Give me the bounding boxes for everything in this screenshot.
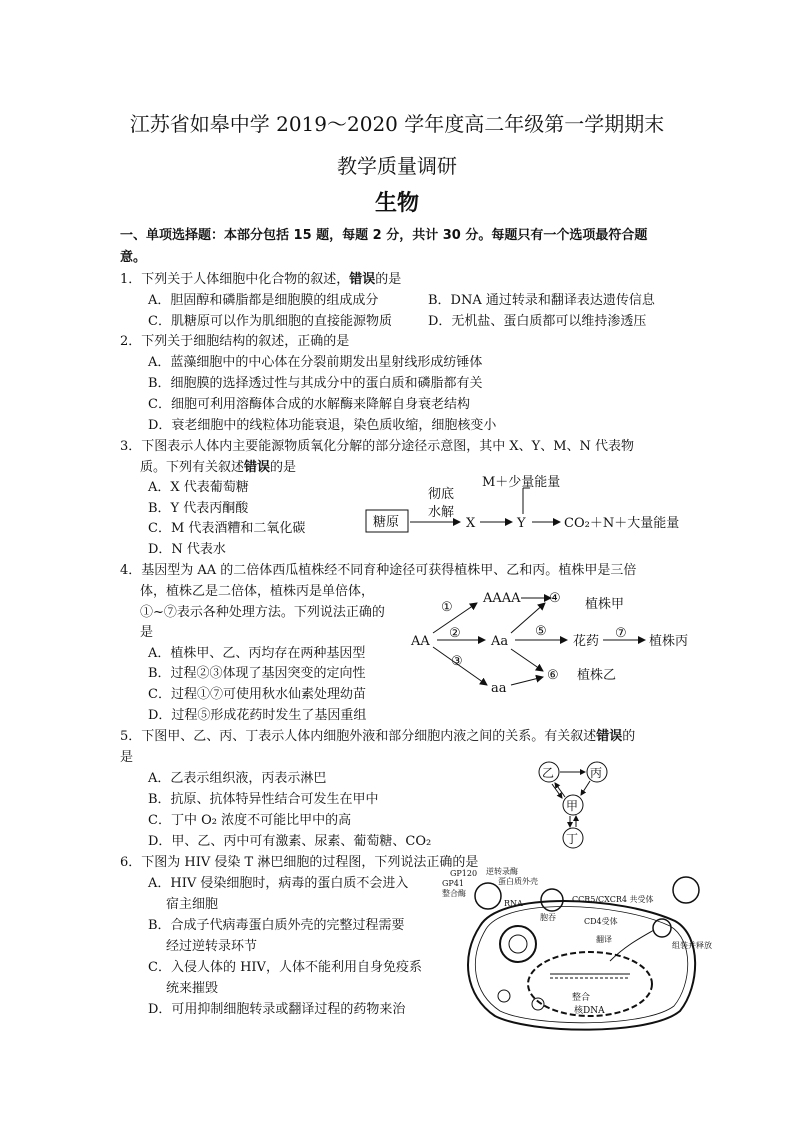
q3-arrow-label-2: 水解	[428, 505, 455, 520]
q5-stem-line2: 是	[120, 750, 134, 765]
q6-stem: 6．下图为 HIV 侵染 T 淋巴细胞的过程图，下列说法正确的是	[120, 855, 479, 870]
q2-option-c[interactable]: C．细胞可利用溶酶体合成的水解酶来降解自身衰老结构	[148, 397, 470, 412]
q6-label-cd4: CD4受体	[584, 917, 618, 926]
q6-hiv-diagram	[440, 866, 730, 1038]
q4-option-b[interactable]: B．过程②③体现了基因突变的定向性	[148, 666, 366, 681]
q6-label-translation: 翻译	[596, 935, 612, 944]
q6-option-d[interactable]: D．可用抑制细胞转录或翻译过程的药物来治	[148, 1002, 406, 1017]
section-heading-cont: 意。	[120, 250, 147, 265]
q6-label-rna: RNA	[504, 899, 523, 908]
q1-stem	[120, 268, 401, 287]
q5-option-d[interactable]: D．甲、乙、丙中可有激素、尿素、葡萄糖、CO₂	[148, 834, 432, 849]
q5-option-a[interactable]: A．乙表示组织液，丙表示淋巴	[148, 771, 327, 786]
q4-stem-line2: 体，植株乙是二倍体，植株丙是单倍体，	[140, 584, 375, 599]
q3-node-x: X	[466, 516, 476, 531]
q4-node-recessive: aa	[491, 681, 507, 696]
q5-arrow-bing-jia	[581, 781, 590, 795]
q4-step-7: ⑦	[615, 626, 627, 641]
q3-diagram	[360, 470, 690, 540]
q4-step-4: ④	[549, 591, 561, 606]
subject-title: 生物	[374, 191, 419, 216]
q5-option-c[interactable]: C．丁中 O₂ 浓度不可能比甲中的高	[148, 813, 352, 828]
q3-option-d[interactable]: D．N 代表水	[148, 542, 226, 557]
section-heading: 一、单项选择题：本部分包括 15 题，每题 2 分，共计 30 分。每题只有一个选项最符合题	[120, 228, 648, 243]
q4-step-5: ⑤	[535, 624, 547, 639]
q6-option-c[interactable]: C．入侵人体的 HIV，人体不能利用自身免疫系	[148, 960, 422, 975]
q4-node-pollen: 花药	[573, 634, 600, 649]
q1-stem-end: 的是	[375, 272, 402, 287]
q6-label-gp41: GP41	[442, 879, 464, 888]
q6-label-assembly: 组装并释放	[672, 941, 712, 950]
q3-option-b[interactable]: B．Y 代表丙酮酸	[148, 501, 249, 516]
q1-option-a[interactable]: A．胆固醇和磷脂都是细胞膜的组成成分	[148, 293, 379, 308]
q1-option-d[interactable]: D．无机盐、蛋白质都可以维持渗透压	[428, 314, 647, 329]
q5-stem-emphasis: 错误	[596, 729, 623, 744]
q4-diagram	[405, 585, 705, 700]
q4-arrow-6b	[511, 677, 543, 685]
q6-option-c-cont: 统来摧毁	[166, 981, 219, 996]
q6-option-a[interactable]: A．HIV 侵染细胞时，病毒的蛋白质不会进入	[148, 876, 409, 891]
q3-stem-line2	[140, 456, 296, 475]
q5-label-jia: 甲	[566, 799, 579, 813]
q6-budding-virus	[653, 919, 671, 937]
q4-step-6: ⑥	[547, 668, 559, 683]
q1-stem-emphasis: 错误	[349, 272, 376, 287]
q4-plant-bing: 植株丙	[649, 634, 689, 649]
q6-label-rt: 逆转录酶	[486, 867, 518, 876]
q6-label-integration: 整合	[572, 993, 591, 1003]
q2-option-b[interactable]: B．细胞膜的选择透过性与其成分中的蛋白质和磷脂都有关	[148, 376, 483, 391]
q5-stem-end: 的	[622, 729, 636, 744]
q6-vesicle-2	[498, 990, 510, 1002]
q1-option-b[interactable]: B．DNA 通过转录和翻译表达遗传信息	[428, 293, 655, 308]
paper-title-line2: 教学质量调研	[337, 154, 457, 178]
q6-endosome-core	[509, 935, 527, 953]
q2-stem: 2．下列关于细胞结构的叙述，正确的是	[120, 334, 350, 349]
q4-step-2: ②	[449, 626, 461, 641]
q6-label-capsid: 蛋白质外壳	[498, 877, 538, 886]
q4-node-aa-start: AA	[411, 634, 430, 649]
q3-glycogen-label: 糖原	[373, 515, 400, 530]
q5-option-b[interactable]: B．抗原、抗体特异性结合可发生在甲中	[148, 792, 379, 807]
q6-label-endocytosis: 胞吞	[540, 913, 556, 922]
q6-option-a-cont: 宿主细胞	[166, 897, 219, 912]
q4-arrow-6a	[511, 649, 543, 671]
q6-label-integrase: 整合酶	[442, 889, 466, 898]
q4-plant-yi: 植株乙	[577, 668, 617, 683]
q6-option-b[interactable]: B．合成子代病毒蛋白质外壳的完整过程需要	[148, 918, 405, 933]
q4-plant-jia: 植株甲	[585, 597, 625, 612]
q3-m-output: M＋少量能量	[482, 475, 561, 490]
q4-step-3: ③	[451, 654, 463, 669]
q5-diagram	[535, 758, 625, 850]
q4-step-1: ①	[441, 600, 453, 615]
q3-stem-text: 质。下列有关叙述	[140, 460, 245, 475]
q3-node-y: Y	[517, 516, 526, 531]
q6-virus-2	[541, 889, 563, 911]
q4-stem-line1: 4．基因型为 AA 的二倍体西瓜植株经不同育种途径可获得植株甲、乙和丙。植株甲是三倍	[120, 563, 637, 578]
q3-option-a[interactable]: A．X 代表葡萄糖	[148, 480, 249, 495]
q2-option-d[interactable]: D．衰老细胞中的线粒体功能衰退，染色质收缩，细胞核变小	[148, 418, 497, 433]
q5-label-yi: 乙	[542, 766, 555, 780]
q3-stem-line1: 3．下图表示人体内主要能源物质氧化分解的部分途径示意图，其中 X、Y、M、N 代表物	[120, 439, 635, 454]
q3-final-output: CO₂＋N＋大量能量	[564, 516, 680, 531]
q6-virus-1	[475, 883, 501, 909]
q5-label-bing: 丙	[590, 766, 603, 780]
q4-stem-line3: ①~⑦表示各种处理方法。下列说法正确的	[140, 605, 385, 620]
q3-stem-emphasis: 错误	[244, 460, 271, 475]
q4-node-hetero: Aa	[491, 634, 509, 649]
q6-virus-3	[673, 877, 699, 903]
q5-stem-line1	[120, 725, 635, 744]
q3-stem-end: 的是	[270, 460, 297, 475]
q3-option-c[interactable]: C．M 代表酒糟和二氧化碳	[148, 521, 306, 536]
q6-option-b-cont: 经过逆转录环节	[166, 939, 258, 954]
q6-vesicle-1	[532, 998, 544, 1010]
paper-title-line1: 江苏省如皋中学 2019～2020 学年度高二年级第一学期期末	[129, 112, 665, 136]
q5-stem-text: 5．下图甲、乙、丙、丁表示人体内细胞外液和部分细胞内液之间的关系。有关叙述	[120, 729, 597, 744]
q1-option-c[interactable]: C．肌糖原可以作为肌细胞的直接能源物质	[148, 314, 392, 329]
q4-option-a[interactable]: A．植株甲、乙、丙均存在两种基因型	[148, 646, 366, 661]
q3-arrow-label-1: 彻底	[428, 487, 455, 502]
q4-node-aaaa: AAAA	[483, 591, 521, 606]
q4-stem-line4: 是	[140, 625, 154, 640]
q2-option-a[interactable]: A．蓝藻细胞中的中心体在分裂前期发出星射线形成纺锤体	[148, 355, 483, 370]
q5-label-ding: 丁	[566, 832, 579, 846]
q4-option-d[interactable]: D．过程⑤形成花药时发生了基因重组	[148, 708, 367, 723]
q4-option-c[interactable]: C．过程①⑦可使用秋水仙素处理幼苗	[148, 687, 366, 702]
q6-rna-path	[610, 930, 654, 961]
q6-endosome-virus	[500, 926, 536, 962]
q6-label-gp120: GP120	[450, 869, 478, 878]
q1-stem-text: 1．下列关于人体细胞中化合物的叙述，	[120, 272, 350, 287]
q6-label-ccr5: CCR5/CXCR4 共受体	[572, 895, 654, 904]
q6-label-nucdna: 核DNA	[574, 1006, 605, 1016]
